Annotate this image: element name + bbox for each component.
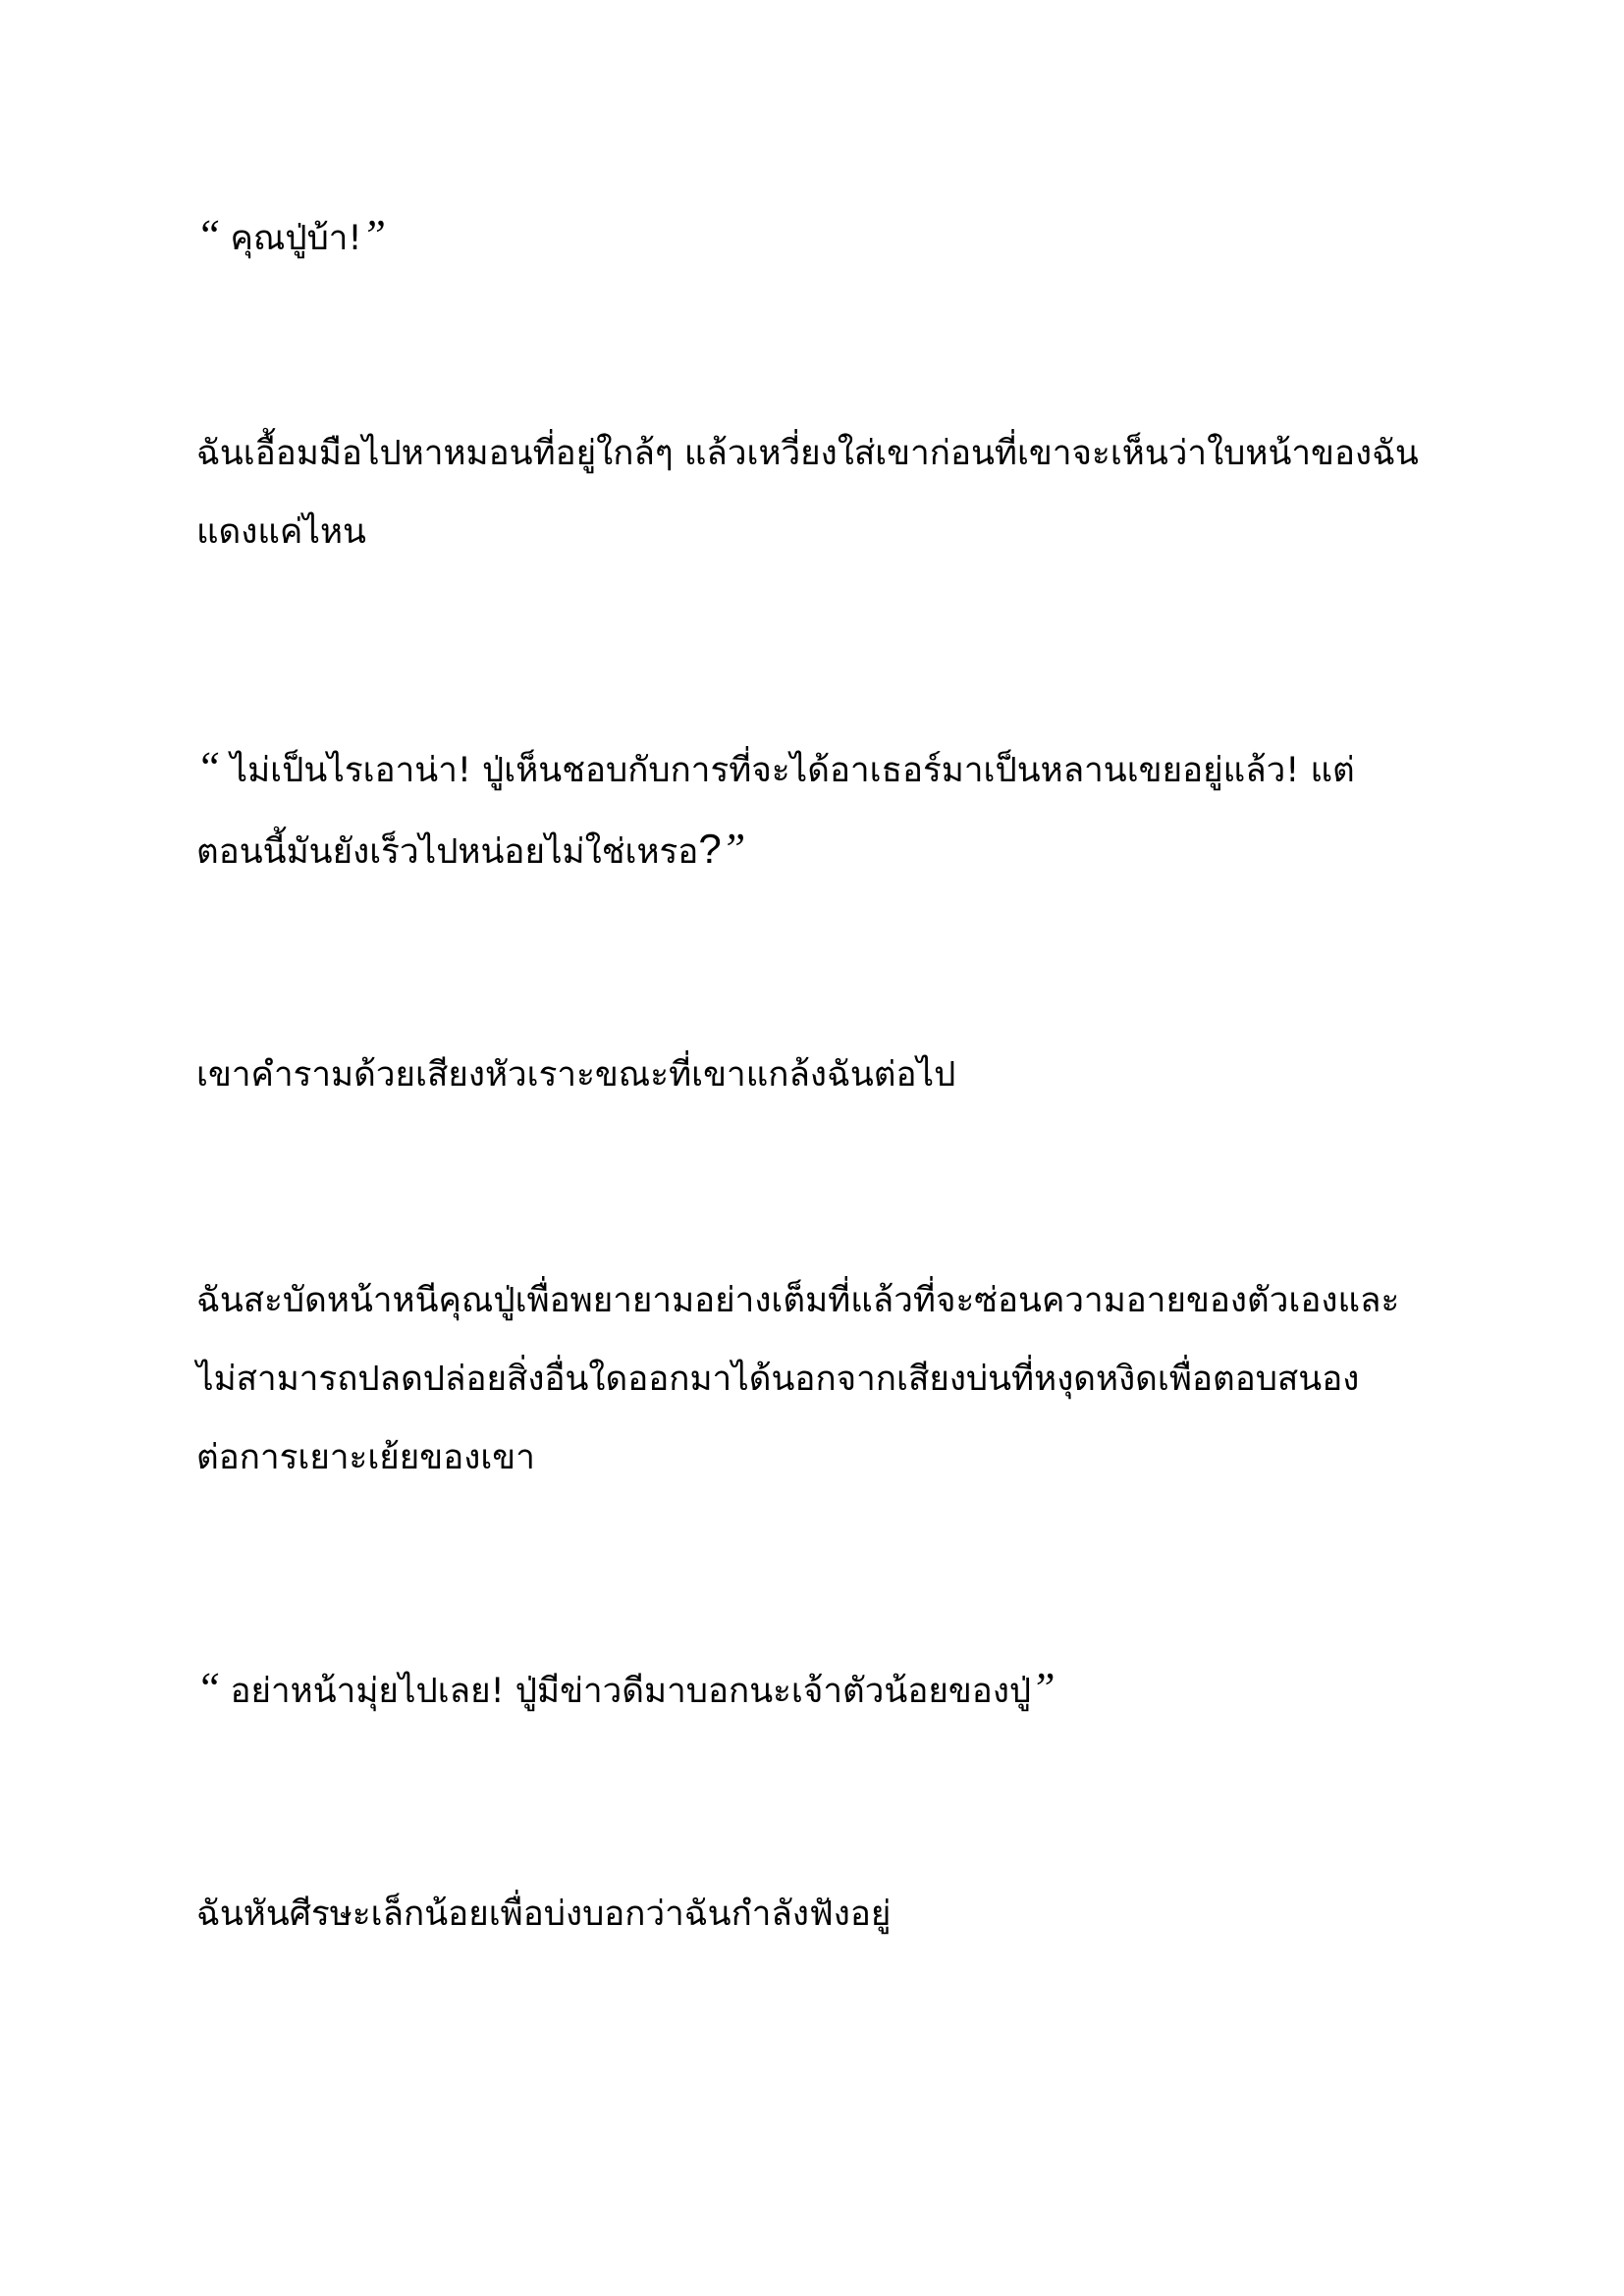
- open-quote: “: [196, 211, 221, 259]
- text-line: แดงแค่ไหน: [196, 512, 366, 552]
- dialogue-text: คุณปู่บ้า!: [230, 219, 362, 258]
- paragraph-1-dialogue: [196, 196, 1434, 278]
- open-quote: “: [196, 743, 221, 791]
- text-line: ฉันหันศีรษะเล็กน้อยเพื่อบ่งบอกว่าฉันกำลังฟังอยู่: [196, 1895, 892, 1934]
- paragraph-3-dialogue: [196, 728, 1434, 891]
- paragraph-4-narration: [196, 1036, 1434, 1114]
- text-line: ไม่สามารถปลดปล่อยสิ่งอื่นใดออกมาได้นอกจากเสียงบ่นที่หงุดหงิดเพื่อตอบสนอง: [196, 1360, 1360, 1399]
- question-mark: ?: [698, 826, 722, 872]
- text-line: ตอนนี้มันยังเร็วไปหน่อยไม่ใช่เหรอ: [196, 832, 699, 872]
- close-quote: ”: [721, 825, 746, 873]
- paragraph-5-narration: [196, 1261, 1434, 1497]
- text-line: ต่อการเยาะเย้ยของเขา: [196, 1438, 535, 1477]
- open-quote: “: [196, 1664, 221, 1712]
- paragraph-2-narration: [196, 414, 1434, 571]
- dialogue-text: อย่าหน้ามุ่ยไปเลย! ปู่มีข่าวดีมาบอกนะเจ้าตัวน้อยของปู่: [230, 1672, 1032, 1711]
- close-quote: ”: [361, 211, 386, 259]
- text-line: เขาคำรามด้วยเสียงหัวเราะขณะที่เขาแกล้งฉันต่อไป: [196, 1055, 956, 1095]
- text-line: ฉันเอื้อมมือไปหาหมอนที่อยู่ใกล้ๆ แล้วเหวี่ยงใส่เขาก่อนที่เขาจะเห็นว่าใบหน้าของฉัน: [196, 434, 1419, 473]
- paragraph-7-narration: [196, 1875, 1434, 1953]
- paragraph-6-dialogue: [196, 1649, 1434, 1731]
- close-quote: ”: [1031, 1664, 1056, 1712]
- text-line: ไม่เป็นไรเอาน่า! ปู่เห็นชอบกับการที่จะได้อาเธอร์มาเป็นหลานเขยอยู่แล้ว! แต่: [230, 751, 1355, 790]
- text-line: ฉันสะบัดหน้าหนีคุณปู่เพื่อพยายามอย่างเต็มที่แล้วที่จะซ่อนความอายของตัวเองและ: [196, 1281, 1400, 1320]
